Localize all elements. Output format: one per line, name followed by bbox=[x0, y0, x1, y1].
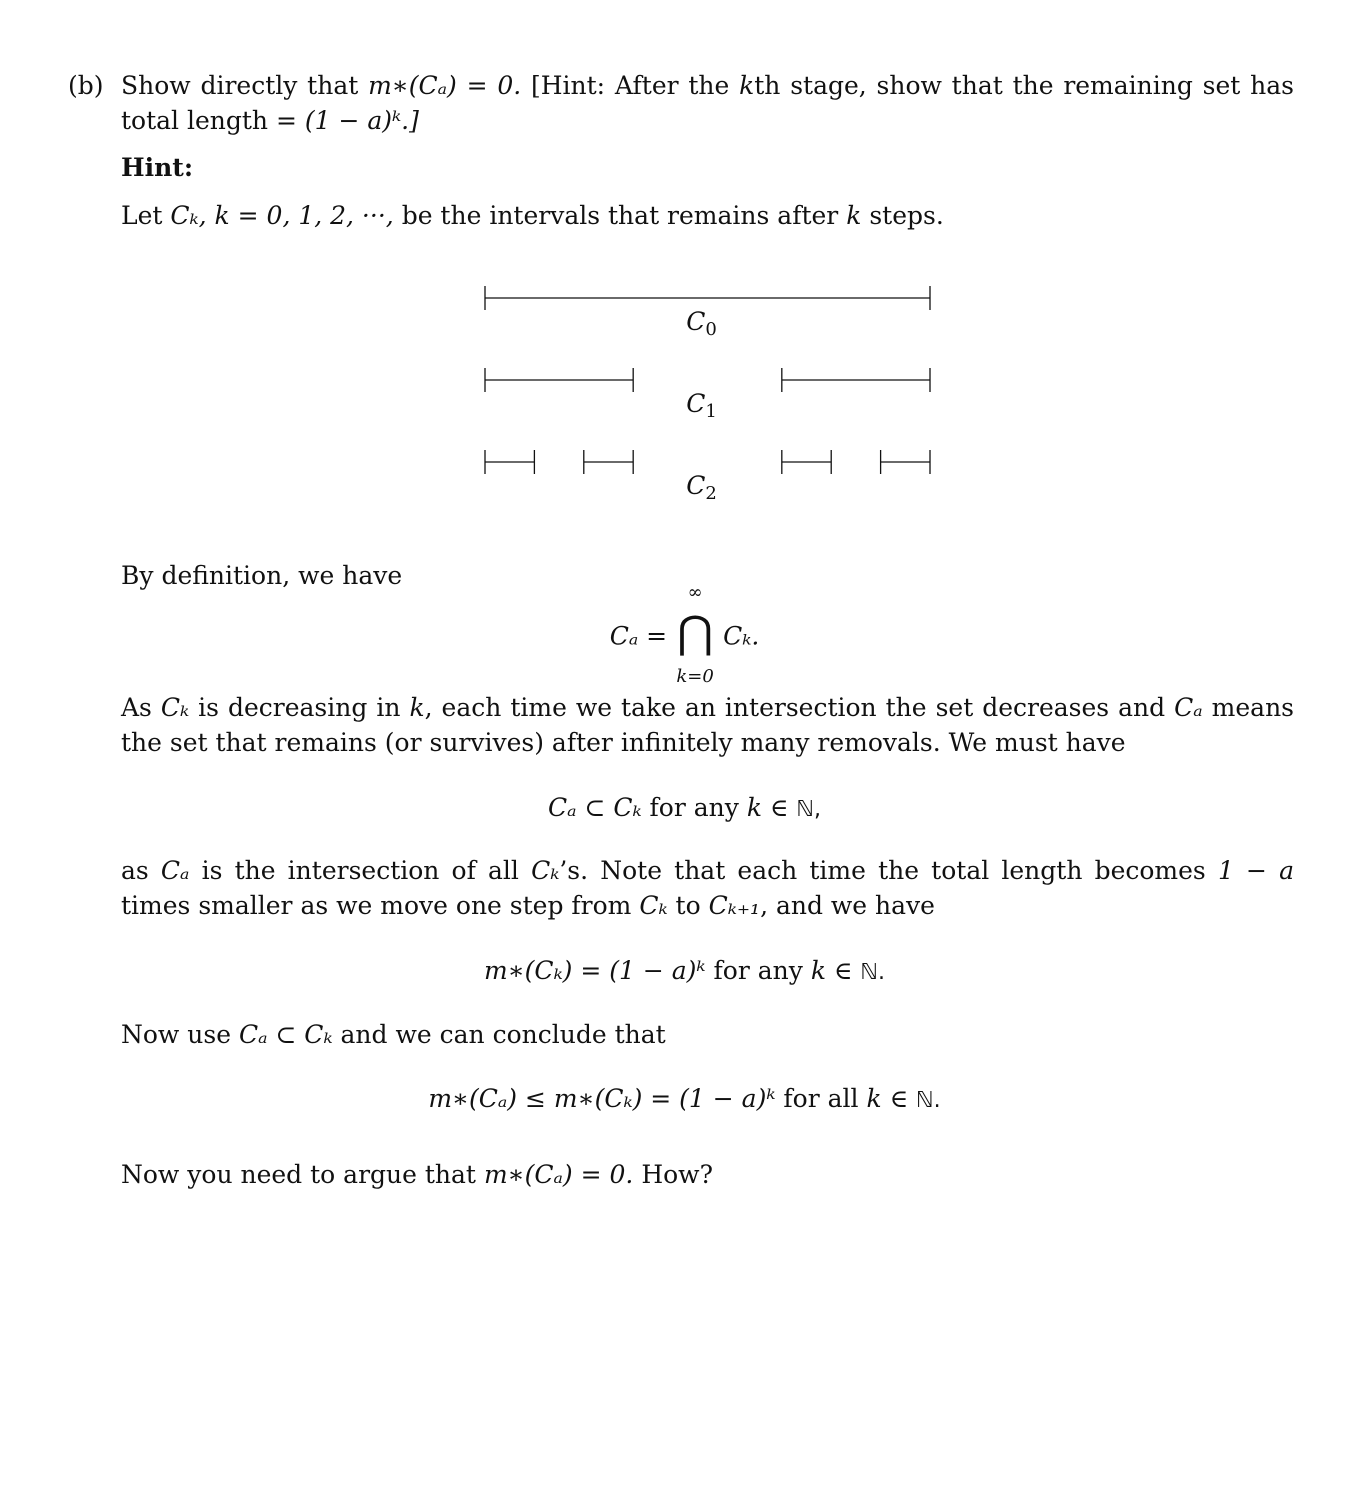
paragraph-math: Cₖ bbox=[531, 856, 560, 885]
naturals-symbol: ℕ, bbox=[796, 797, 822, 822]
paragraph-conclude bbox=[121, 1017, 1294, 1052]
paragraph-text: Now use bbox=[121, 1020, 231, 1049]
hint-heading-text: Hint: bbox=[121, 153, 194, 182]
paragraph-decreasing bbox=[121, 690, 1294, 760]
statement-math: (1 − a)ᵏ.] bbox=[304, 106, 419, 135]
equation-bound bbox=[0, 1081, 1369, 1118]
paragraph-math: Cₖ₊₁ bbox=[708, 891, 761, 920]
paragraph-text: Now you need to argue that bbox=[121, 1160, 476, 1189]
cap-lower-limit: k=0 bbox=[676, 665, 714, 687]
paragraph-text: to bbox=[675, 891, 701, 920]
cantor-figure bbox=[470, 270, 950, 510]
hint-intro bbox=[121, 198, 1294, 233]
paragraph-math: 1 − a bbox=[1217, 856, 1295, 885]
interval-stage-1-1 bbox=[782, 368, 930, 392]
paragraph-text: As bbox=[121, 693, 152, 722]
paragraph-text: is decreasing in bbox=[198, 693, 401, 722]
hint-math: Cₖ, k = 0, 1, 2, ···, bbox=[170, 201, 394, 230]
eq-text: for any bbox=[713, 956, 803, 985]
big-intersection bbox=[673, 582, 717, 692]
stage-label-2: $C_2$ bbox=[686, 471, 717, 504]
eq-lhs: Cₐ = bbox=[609, 621, 668, 651]
equation-measure-ck bbox=[0, 953, 1369, 990]
interval-stage-2-2 bbox=[782, 450, 831, 474]
hint-text: steps. bbox=[869, 201, 944, 230]
stage-label-0: $C_0$ bbox=[686, 307, 717, 340]
problem-label: (b) bbox=[68, 71, 104, 100]
eq-math: k ∈ bbox=[866, 1084, 909, 1113]
paragraph-text: ’s. Note that each time the total length becomes bbox=[559, 856, 1206, 885]
paragraph-math: Cₖ bbox=[639, 891, 668, 920]
interval-stage-0-0 bbox=[485, 286, 930, 310]
paragraph-math: Cₐ bbox=[160, 856, 190, 885]
naturals-symbol: ℕ. bbox=[860, 960, 885, 985]
stage-label-1: $C_1$ bbox=[686, 389, 717, 422]
hint-heading bbox=[121, 150, 1294, 185]
eq-math: m∗(Cₐ) ≤ m∗(Cₖ) = (1 − a)ᵏ bbox=[428, 1084, 776, 1113]
cap-symbol: ⋂ bbox=[677, 606, 714, 658]
interval-stage-2-1 bbox=[584, 450, 633, 474]
paragraph-text: How? bbox=[641, 1160, 713, 1189]
paragraph-final bbox=[121, 1157, 1294, 1192]
naturals-symbol: ℕ. bbox=[916, 1088, 941, 1113]
statement-text: th stage, show that the remaining set has total length = bbox=[121, 71, 1294, 135]
equation-subset bbox=[0, 790, 1369, 827]
paragraph-text: is the intersection of all bbox=[201, 856, 519, 885]
paragraph-text: times smaller as we move one step from bbox=[121, 891, 632, 920]
paragraph-text: , and we have bbox=[760, 891, 935, 920]
paragraph-math: Cₐ bbox=[1174, 693, 1203, 722]
paragraph-text: as bbox=[121, 856, 149, 885]
interval-stage-1-0 bbox=[485, 368, 633, 392]
eq-rhs: Cₖ. bbox=[723, 621, 760, 651]
eq-math: m∗(Cₖ) = (1 − a)ᵏ bbox=[483, 956, 706, 985]
eq-text: for all bbox=[783, 1084, 859, 1113]
hint-text: Let bbox=[121, 201, 163, 230]
cap-upper-limit: ∞ bbox=[687, 581, 703, 603]
statement-text: Show directly that bbox=[121, 71, 359, 100]
paragraph-text: and we can conclude that bbox=[340, 1020, 666, 1049]
interval-stage-2-0 bbox=[485, 450, 534, 474]
eq-math: k ∈ bbox=[810, 956, 853, 985]
paragraph-length bbox=[121, 853, 1294, 923]
paragraph-math: Cₖ bbox=[160, 693, 190, 722]
paragraph-text: means the set that remains (or survives) after infinitely many removals. We must have bbox=[121, 693, 1295, 757]
eq-math: k ∈ bbox=[746, 793, 789, 822]
statement-text: [Hint: After the bbox=[530, 71, 730, 100]
hint-math: k bbox=[846, 201, 862, 230]
paragraph-text: By definition, we have bbox=[121, 561, 403, 590]
statement-math: m∗(Cₐ) = 0. bbox=[368, 71, 522, 100]
eq-math: Cₐ ⊂ Cₖ bbox=[547, 793, 642, 822]
paragraph-text: , each time we take an intersection the set decreases and bbox=[424, 693, 1166, 722]
interval-stage-2-3 bbox=[881, 450, 930, 474]
paragraph-math: Cₐ ⊂ Cₖ bbox=[238, 1020, 333, 1049]
eq-text: for any bbox=[649, 793, 739, 822]
paragraph-math: k bbox=[409, 693, 425, 722]
equation-intersection bbox=[0, 580, 1369, 690]
statement-math: k bbox=[739, 71, 755, 100]
problem-statement bbox=[121, 68, 1294, 138]
hint-text: be the intervals that remains after bbox=[401, 201, 839, 230]
paragraph-math: m∗(Cₐ) = 0. bbox=[483, 1160, 634, 1189]
